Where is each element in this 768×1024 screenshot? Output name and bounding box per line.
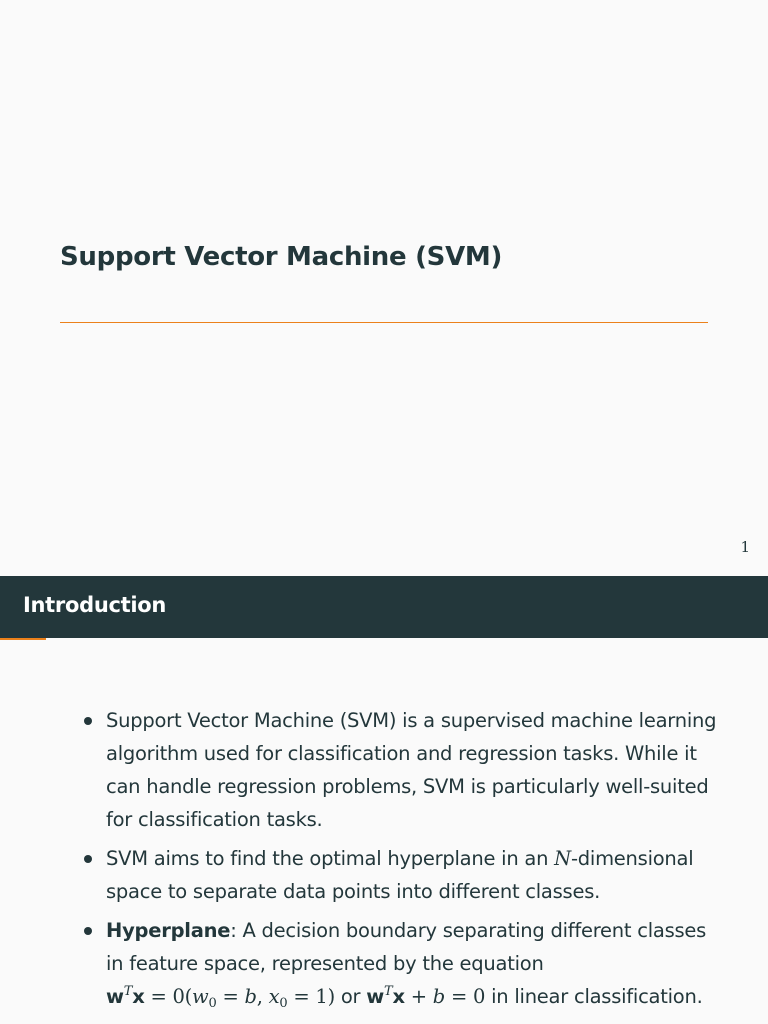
progress-bar <box>0 638 46 640</box>
bullet-icon <box>84 927 92 935</box>
slide-title: Support Vector Machine (SVM) <box>60 242 503 272</box>
list-item <box>80 704 720 836</box>
frame-title: Introduction <box>23 593 167 617</box>
bullet-icon <box>84 855 92 863</box>
bullet-icon <box>84 717 92 725</box>
or-text: or <box>334 985 367 1008</box>
bullet-text-before: SVM aims to find the optimal hyperplane in an <box>106 847 555 870</box>
bullet-tail: in linear classification. <box>485 985 703 1008</box>
bullet-text-after: -dimensional space to separate data points into different classes. <box>106 847 694 903</box>
list-item <box>80 914 720 1013</box>
bullet-text: : A decision boundary separating different classes in feature space, represented by the equation <box>106 919 707 975</box>
bullet-text: Support Vector Machine (SVM) is a supervised machine learning algorithm used for classification and regression tasks. While it can handle regression problems, SVM is particularly well-suited for classification tasks. <box>106 709 717 831</box>
term-label: Hyperplane <box>106 919 231 942</box>
list-item <box>80 842 720 908</box>
title-separator <box>60 322 708 323</box>
bullet-list <box>80 704 720 1019</box>
frame-header <box>0 576 768 638</box>
equation-1: $w^Tx = 0(w_0 = b$, $x_0 = 1$) <box>106 984 335 1011</box>
page-number: 1 <box>740 538 750 556</box>
math-n: N <box>554 847 571 870</box>
equation-2: $w^Tx + b = 0$ <box>366 984 486 1008</box>
